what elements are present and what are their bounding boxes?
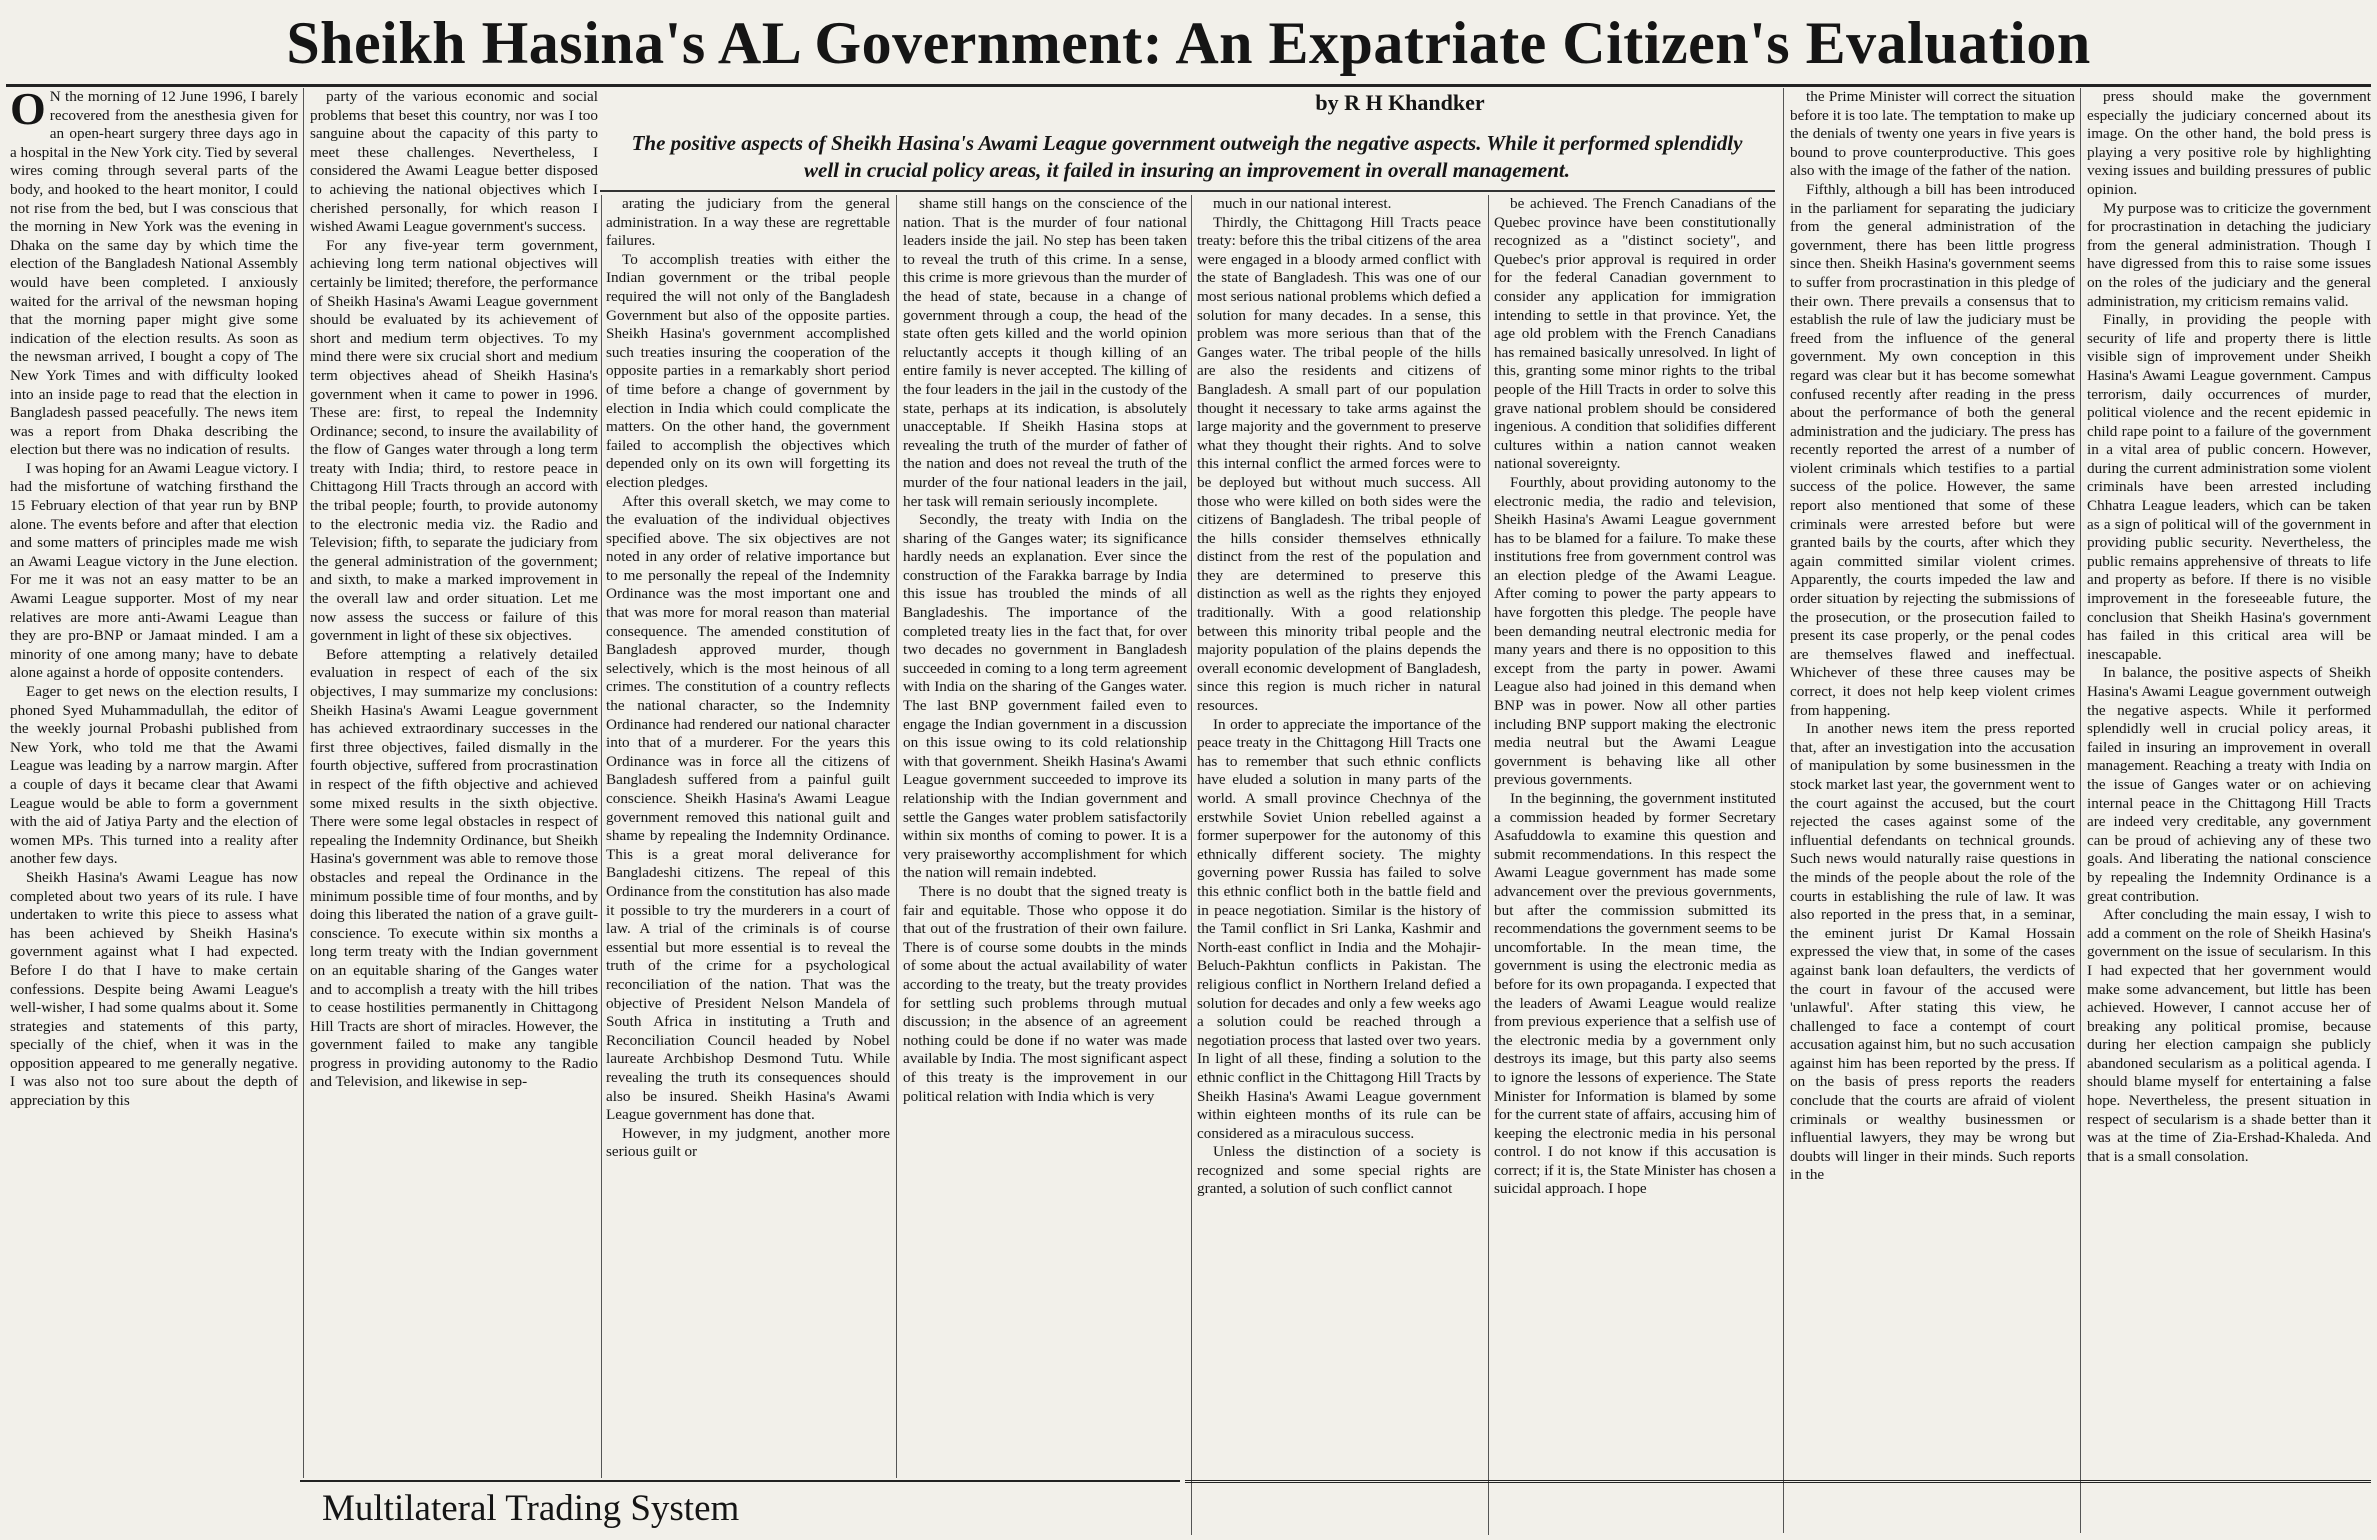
deck-summary: The positive aspects of Sheikh Hasina's Awami League government outweigh the negative aspects. While it performed splendidly well in crucial policy areas, it failed in insuring an improvement in overall management. xyxy=(631,131,1743,182)
article-paragraph: There is no doubt that the signed treaty is fair and equitable. Those who oppose it do that out of the frustration of their own failure. There is of course some doubts in the minds of some about the actual availability of water according to the treaty, but the treaty provides for settling such problems through mutual discussion; in the absence of an agreement nothing could be done if no water was made available by India. The most significant aspect of this treaty is the improvement in our political relation with India which is very xyxy=(903,882,1187,1105)
column-rule xyxy=(1783,88,1784,1533)
article-paragraph: For any five-year term government, achieving long term national objectives will certainly be limited; therefore, the performance of Sheikh Hasina's Awami League government should be evaluated by its achievement of short and medium term objectives. To my mind there were six crucial short and medium term objectives ahead of Sheikh Hasina's government when it came to power in 1996. These are: first, to repeal the Indemnity Ordinance; second, to insure the availability of the flow of Ganges water through a long term treaty with India; third, to restore peace in Chittagong Hill Tracts through an accord with the tribal people; fourth, to provide autonomy to the electronic media viz. the Radio and Television; fifth, to separate the judiciary from the general administration of the government; and sixth, to make a marked improvement in the overall law and order situation. Let me now assess the success or failure of this government in light of these six objectives. xyxy=(310,236,598,645)
article-paragraph: Sheikh Hasina's Awami League has now completed about two years of its rule. I have undertaken to write this piece to assess what has been achieved by Sheikh Hasina's government against what I had expected. Before I do that I have to make certain confessions. Despite being Awami League's well-wisher, I had some qualms about it. Some strategies and statements of this party, specially of the chief, when it was in the opposition appeared to me generally negative. I was also not too sure about the depth of appreciation by this xyxy=(10,868,298,1110)
headline-rule xyxy=(6,84,2371,87)
article-column xyxy=(2087,88,2371,1533)
article-paragraph: press should make the government especially the judiciary concerned about its image. On the other hand, the bold press is playing a very positive role by highlighting vexing issues and building pressures of public opinion. xyxy=(2087,88,2371,198)
article-paragraph: In balance, the positive aspects of Sheikh Hasina's Awami League government outweigh the negative aspects. While it performed splendidly well in crucial policy areas, it failed in insuring an improvement in overall management. Reaching a treaty with India on the issue of Ganges water or on achieving internal peace in the Chittagong Hill Tracts are indeed very creditable, any government can be proud of achieving any of these two goals. And liberating the national conscience by repealing the Indemnity Ordinance is a great contribution. xyxy=(2087,664,2371,905)
article-paragraph: Fourthly, about providing autonomy to the electronic media, the radio and television, Sheikh Hasina's Awami League government has to be blamed for a failure. To make these institutions free from government control was an election pledge of the Awami League. After coming to power the party appears to have forgotten this pledge. The people have been demanding neutral electronic media for many years and there is no opposition to this except from the party in power. Awami League also had joined in this demand when BNP was in power. Now all other parties including BNP support making the electronic media neutral but the Awami League government is behaving like all other previous governments. xyxy=(1494,473,1776,789)
column-rule xyxy=(601,195,602,1478)
article-paragraph: In the beginning, the government instituted a commission headed by former Secretary Asafuddowla to examine this question and submit recommendations. In this respect the Awami League government has made some advancement over the previous governments, but after the commission submitted its recommendations the government seems to be uncomfortable. In the mean time, the government is using the electronic media as before for its own propaganda. I expected that the leaders of Awami League would realize from previous experience that a selfish use of the electronic media by a government only destroys its image, but this party also seems to ignore the lessons of experience. The State Minister for Information is blamed by some for the current state of affairs, accusing him of keeping the electronic media in his personal control. I do not know if this accusation is correct; if it is, the State Minister has chosen a suicidal approach. I hope xyxy=(1494,790,1776,1198)
article-paragraph: much in our national interest. xyxy=(1213,195,1392,212)
headline: Sheikh Hasina's AL Government: An Expatriate Citizen's Evaluation xyxy=(286,10,2091,76)
column-rule xyxy=(1488,195,1489,1535)
column-rule xyxy=(303,88,304,1478)
byline: by R H Khandker xyxy=(1315,90,1485,115)
article-paragraph: Before attempting a relatively detailed evaluation in respect of each of the six objectives, I may summarize my conclusions: Sheikh Hasina's Awami League government has achieved extraordinary successes in the first three objectives, failed dismally in the fourth objective, suffered from procrastination in respect of the fifth objective and achieved some mixed results in the sixth objective. There were some legal obstacles in respect of repealing the Indemnity Ordinance, but Sheikh Hasina's government was able to remove those obstacles and repeal the Ordinance in the minimum possible time of four months, and by doing this liberated the nation of a grave guilt-conscience. To execute within six months a long term treaty with the Indian government on an equitable sharing of the Ganges water and to accomplish a treaty with the hill tribes to cease hostilities permanently in Chittagong Hill Tracts are short of miracles. However, the government failed to make any tangible progress in providing autonomy to the Radio and Television, and likewise in sep- xyxy=(310,645,598,1091)
column-rule xyxy=(896,195,897,1478)
deck-rule xyxy=(600,190,1775,192)
article-paragraph: Secondly, the treaty with India on the sharing of the Ganges water; its significance hardly needs an explanation. Ever since the construction of the Farakka barrage by India this issue has troubled the minds of all Bangladeshis. The importance of the completed treaty lies in the fact that, for over two decades no government in Bangladesh succeeded in coming to a long term agreement with India on the sharing of the Ganges water. The last BNP government failed even to engage the Indian government in a discussion on this issue owing to its cold relationship with that government. Sheikh Hasina's Awami League government succeeded to improve its relationship with the Indian government and settle the Ganges water problem satisfactorily within six months of coming to power. It is a very praiseworthy accomplishment for which the nation will remain indebted. xyxy=(903,511,1187,882)
article-column xyxy=(1197,195,1481,1535)
article-paragraph: In another news item the press reported that, after an investigation into the accusation of manipulation by some businessmen in the stock market last year, the government went to the court against the accused, but the court rejected the cases against some of the influential defendants on technical grounds. Such news would naturally raise questions in the minds of the people about the role of the courts in establishing the rule of law. It was also reported in the press that, in a seminar, the eminent jurist Dr Kamal Hossain expressed the view that, in some of the cases against bank loan defaulters, the verdicts of the court in favour of the accused were 'unlawful'. After stating this view, he challenged to face a contempt of court accusation against him, but no such accusation against him has been reported by the press. If on the basis of press reports the readers conclude that the courts are afraid of violent criminals or wealthy businessmen or influential lawyers, they may be wrong but doubts will linger in their minds. Such reports in the xyxy=(1790,720,2075,1184)
footer-rule-right xyxy=(1185,1480,2371,1483)
article-paragraph: However, in my judgment, another more serious guilt or xyxy=(606,1124,890,1161)
article-paragraph: Eager to get news on the election results, I phoned Syed Muhammadullah, the editor of the weekly journal Probashi published from New York, who told me that the Awami League was leading by a narrow margin. After a couple of days it became clear that Awami League would be able to form a government with the aid of Jatiya Party and the election of women MPs. This turned into a reality after another few days. xyxy=(10,683,298,868)
article-column xyxy=(606,195,890,1478)
article-paragraph: O N the morning of 12 June 1996, I barely recovered from the anesthesia given for an open-heart surgery three days ago in a hospital in the New York city. Tied by several wires coming through several parts of the body, and hooked to the heart monitor, I could not rise from the bed, but I was conscious that the morning in New York was the evening in Dhaka on the same day by which time the election of the Bangladesh National Assembly would have been completed. I anxiously waited for the arrival of the newsman hoping that the morning paper might give some indication of the election results. As soon as the newsman arrived, I bought a copy of The New York Times and with difficulty looked into an inside page to read that the election in Bangladesh passed peacefully. The news item was a report from Dhaka describing the election but there was no indication of results. xyxy=(10,88,298,459)
article-paragraph: I was hoping for an Awami League victory. I had the misfortune of watching firsthand the 15 February election of that year run by BNP alone. The events before and after that election and some matters of principles made me wish an Awami League victory in the June election. For me it was not an easy matter to be an Awami League supporter. Most of my near relatives are more anti-Awami League than they are pro-BNP or Jamaat minded. I am a minority of one among many; have to debate alone against a horde of opposite contenders. xyxy=(10,459,298,682)
article-paragraph: party of the various economic and social problems that beset this country, nor was I too sanguine about the capacity of this party to meet these challenges. Nevertheless, I considered the Awami League better disposed to achieving the national objectives which I cherished personally, for which reason I wished Awami League government's success. xyxy=(310,88,598,236)
article-paragraph: Fifthly, although a bill has been introduced in the parliament for separating the judiciary from the general administration of the government, there has been little progress since then. Sheikh Hasina's government seems to suffer from procrastination in this pledge of their own. There prevails a consensus that to establish the rule of law the judiciary must be freed from the influence of the general government. My own conception in this regard was clear but it has become somewhat confused recently after reading in the press about the performance of both the general administration and the judiciary. The press has recently reported the arrest of a number of violent criminals which testifies to a partial success of the police. However, the same report also mentioned that some of these criminals were arrested before but were granted bails by the courts, after which they again committed similar violent crimes. Apparently, the courts impeded the law and order situation by rejecting the submissions of the prosecution, or the prosecution failed to present its case properly, or the penal codes are themselves flawed and ineffectual. Whichever of these three causes may be correct, it does not help keep violent crimes from happening. xyxy=(1790,180,2075,719)
article-column xyxy=(1494,195,1776,1535)
article-paragraph: My purpose was to criticize the government for procrastination in detaching the judiciary from the general administration. Though I have digressed from this to raise some issues on the roles of the judiciary and the general administration, my criticism remains valid. xyxy=(2087,199,2371,310)
article-column xyxy=(1790,88,2075,1533)
article-paragraph: arating the judiciary from the general administration. In a way these are regrettable failures. xyxy=(606,195,890,250)
article-paragraph: the Prime Minister will correct the situation before it is too late. The temptation to make up the denials of twenty one years in five years is bound to prove counterproductive. This goes also with the image of the father of the nation. xyxy=(1790,88,2075,180)
article-column xyxy=(310,88,598,1478)
article-paragraph: Thirdly, the Chittagong Hill Tracts peace treaty: before this the tribal citizens of the area were engaged in a bloody armed conflict with the state of Bangladesh. This was one of our most serious national problems which defied a solution for many decades. In a sense, this problem was more serious than that of the Ganges water. The tribal people of the hills are also the residents and citizens of Bangladesh. A small part of our population thought it necessary to take arms against the large majority and the government to preserve what they thought their rights. And to solve this internal conflict the armed forces were to be deployed but without much success. All those who were killed on both sides were the citizens of Bangladesh. The tribal people of the hills consider themselves ethnically distinct from the rest of the population and they are determined to preserve this distinction as well as the rights they enjoyed traditionally. With a good relationship between this minority tribal people and the majority population of the plains depends the overall economic development of Bangladesh, since this region is much richer in natural resources. xyxy=(1197,213,1481,715)
article-paragraph: To accomplish treaties with either the Indian government or the tribal people required the will not only of the Bangladesh Government but also of the opposite parties. Sheikh Hasina's government accomplished such treaties insuring the cooperation of the opposite parties in a remarkably short period of time before a change of government by election in India which could complicate the matters. On the other hand, the government failed to accomplish the objectives which depended only on its own will forgetting its election pledges. xyxy=(606,250,890,491)
article-paragraph: After concluding the main essay, I wish to add a comment on the role of Sheikh Hasina's government on the issue of secularism. In this I had expected that her government would make some advancement, but little has been achieved. However, I cannot accuse her of breaking any political promise, because during her election campaign she publicly abandoned secularism as a political agenda. I should blame myself for entertaining a false hope. Nevertheless, the present situation in respect of secularism is a shade better than it was at the time of Zia-Ershad-Khaleda. And that is a small consolation. xyxy=(2087,906,2371,1165)
article-paragraph: In order to appreciate the importance of the peace treaty in the Chittagong Hill Tracts one has to remember that such ethnic conflicts have eluded a solution in many parts of the world. A small province Chechnya of the erstwhile Soviet Union rebelled against a former superpower for the autonomy of this ethnically different society. The mighty governing power Russia has failed to solve this ethnic conflict both in the battle field and in peace negotiation. Similar is the history of the Tamil conflict in Sri Lanka, Kashmir and North-east conflict in India and the Mohajir-Beluch-Pakhtun conflicts in Pakistan. The religious conflict in Northern Ireland defied a solution for decades and only a few weeks ago a solution could be reached through a negotiation process that lasted over two years. In light of all these, finding a solution to the ethnic conflict in the Chittagong Hill Tracts by Sheikh Hasina's Awami League government within eighteen months of its rule can be considered as a miraculous success. xyxy=(1197,715,1481,1142)
article-column xyxy=(10,88,298,1478)
next-article-title: Multilateral Trading System xyxy=(322,1488,740,1529)
drop-cap: O xyxy=(10,88,46,134)
article-column xyxy=(903,195,1187,1478)
article-paragraph: Finally, in providing the people with security of life and property there is little visible sign of improvement under Sheikh Hasina's Awami League government. Campus terrorism, daily occurrences of murder, political violence and the recent epidemic in child rape point to a failure of the government in a vital area of public concern. However, during the current administration some violent criminals have been arrested including Chhatra League leaders, which can be taken as a sign of political will of the government in providing public security. Nevertheless, the public remains apprehensive of threats to life and property as before. If there is no visible improvement in the foreseeable future, the conclusion that Sheikh Hasina's government has failed in this critical area will be inescapable. xyxy=(2087,311,2371,663)
article-paragraph: After this overall sketch, we may come to the evaluation of the individual objectives specified above. The six objectives are not noted in any order of relative importance but to me personally the repeal of the Indemnity Ordinance was the most important one and that was more for moral reason than material consequence. The amended constitution of Bangladesh approved murder, though selectively, which is the most heinous of all crimes. The constitution of a country reflects the national character, so the Indemnity Ordinance had rendered our national character into that of a murderer. For the years this Ordinance was in force all the citizens of Bangladesh suffered from a painful guilt conscience. Sheikh Hasina's Awami League government removed this national guilt and shame by repealing the Indemnity Ordinance. This is a great moral deliverance for Bangladeshi citizens. The repeal of this Ordinance from the constitution has also made it possible to try the murderers in a court of law. A trial of the criminals is of course essential but more essential is to reveal the truth of the crime for a psychological reconciliation of the nation. That was the objective of President Nelson Mandela of South Africa in instituting a Truth and Reconciliation Council headed by Nobel laureate Archbishop Desmond Tutu. While revealing the truth its consequences should also be insured. Sheikh Hasina's Awami League government has done that. xyxy=(606,492,890,1124)
footer-rule xyxy=(300,1480,1180,1482)
article-paragraph: be achieved. The French Canadians of the Quebec province have been constitutionally recognized as a "distinct society", and Quebec's prior approval is required in order for the federal Canadian government to consider any application for immigration intending to settle in that province. Yet, the age old problem with the French Canadians has remained basically unresolved. In light of this, granting some minor rights to the tribal people of the Hill Tracts in order to solve this grave national problem should be considered ingenious. A condition that solidifies different cultures within a nation cannot weaken national sovereignty. xyxy=(1494,195,1776,473)
column-rule xyxy=(2080,88,2081,1533)
article-paragraph: Unless the distinction of a society is recognized and some special rights are granted, a solution of such conflict cannot xyxy=(1197,1143,1481,1198)
article-paragraph: shame still hangs on the conscience of the nation. That is the murder of four national leaders inside the jail. No step has been taken to reveal the truth of this crime. In a sense, this crime is more grievous than the murder of the head of state, because in a change of government through a coup, the head of the state often gets killed and the world opinion reluctantly accepts it though killing of an entire family is never accepted. The killing of the four leaders in the jail in the custody of the state, perhaps at its indication, is absolutely unacceptable. If Sheikh Hasina stops at revealing the truth of the murder of father of the nation and does not reveal the truth of the murder of the four national leaders in the jail, her task will remain seriously incomplete. xyxy=(903,195,1187,510)
column-rule xyxy=(1191,195,1192,1535)
